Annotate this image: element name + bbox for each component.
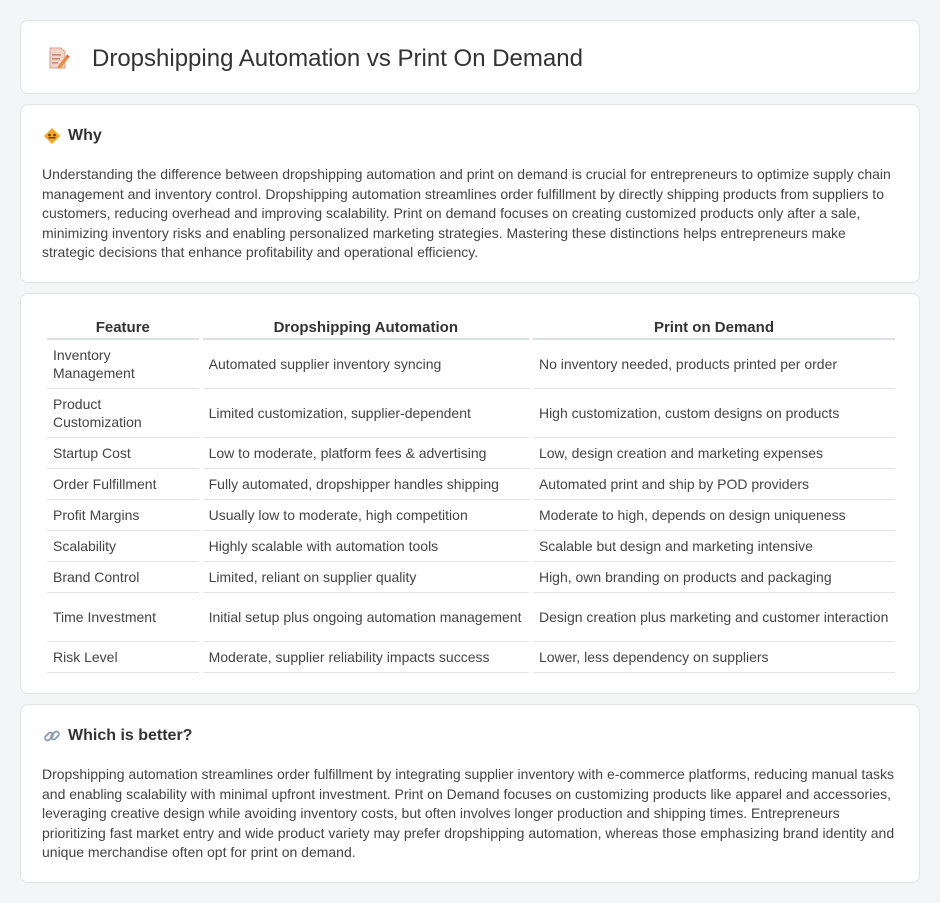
- table-row: [47, 340, 895, 389]
- pod-cell: Lower, less dependency on suppliers: [533, 642, 895, 673]
- feature-cell: Brand Control: [47, 562, 199, 593]
- pod-cell: Automated print and ship by POD providers: [533, 469, 895, 500]
- dropshipping-cell: Low to moderate, platform fees & advertising: [203, 438, 529, 469]
- why-body: Understanding the difference between dropshipping automation and print on demand is crucial for entrepreneurs to optimize supply chain management and inventory control. Dropshipping automation streamlines order fulfillment by directly shipping products from suppliers to customers, reducing overhead and improving scalability. Print on demand focuses on creating customized products only after a sale, minimizing inventory risks and enabling personalized marketing strategies. Mastering these distinctions helps entrepreneurs make strategic decisions that enhance profitability and operational efficiency.: [42, 166, 891, 260]
- feature-cell: Scalability: [47, 531, 199, 562]
- table-row: [47, 438, 895, 469]
- table-row: [47, 469, 895, 500]
- feature-cell: Order Fulfillment: [47, 469, 199, 500]
- table-row: [47, 642, 895, 673]
- comparison-card: [20, 293, 920, 694]
- pod-cell: High, own branding on products and packaging: [533, 562, 895, 593]
- feature-cell: Time Investment: [47, 593, 199, 642]
- pod-cell: Low, design creation and marketing expenses: [533, 438, 895, 469]
- feature-cell: Product Customization: [47, 389, 199, 438]
- header-card: [20, 20, 920, 94]
- pod-cell: Moderate to high, depends on design uniqueness: [533, 500, 895, 531]
- which-better-card: [20, 704, 920, 883]
- table-row: [47, 500, 895, 531]
- header-feature: Feature: [47, 316, 199, 340]
- feature-cell: Risk Level: [47, 642, 199, 673]
- feature-cell: Startup Cost: [47, 438, 199, 469]
- feature-cell: Profit Margins: [47, 500, 199, 531]
- comparison-table: [43, 316, 899, 673]
- better-title: Which is better?: [68, 727, 193, 744]
- header-pod: Print on Demand: [533, 316, 895, 340]
- diamond-sign-icon: [43, 127, 61, 145]
- pod-cell: No inventory needed, products printed per order: [533, 340, 895, 389]
- why-title: Why: [68, 127, 102, 144]
- dropshipping-cell: Limited customization, supplier-dependent: [203, 389, 529, 438]
- dropshipping-cell: Automated supplier inventory syncing: [203, 340, 529, 389]
- pod-cell: Design creation plus marketing and customer interaction: [533, 593, 895, 642]
- pod-cell: High customization, custom designs on products: [533, 389, 895, 438]
- better-heading: [43, 727, 192, 745]
- table-row: [47, 593, 895, 642]
- dropshipping-cell: Fully automated, dropshipper handles shipping: [203, 469, 529, 500]
- table-row: [47, 531, 895, 562]
- link-icon: [43, 727, 61, 745]
- better-body: Dropshipping automation streamlines order fulfillment by integrating supplier inventory with e-commerce platforms, reducing manual tasks and enabling scalability with minimal upfront investment. Print on Demand focuses on customizing products like apparel and accessories, leveraging creative design while avoiding inventory costs, but often involves longer production and shipping times. Entrepreneurs prioritizing fast market entry and wide product variety may prefer dropshipping automation, whereas those emphasizing brand identity and unique merchandise often opt for print on demand.: [42, 766, 895, 860]
- dropshipping-cell: Moderate, supplier reliability impacts success: [203, 642, 529, 673]
- page-title: Dropshipping Automation vs Print On Demand: [92, 45, 583, 72]
- table-row: [47, 562, 895, 593]
- document-pencil-icon: [47, 46, 69, 70]
- pod-cell: Scalable but design and marketing intensive: [533, 531, 895, 562]
- dropshipping-cell: Initial setup plus ongoing automation management: [203, 593, 529, 642]
- why-card: [20, 104, 920, 283]
- dropshipping-cell: Limited, reliant on supplier quality: [203, 562, 529, 593]
- why-heading: [43, 127, 102, 145]
- table-header-row: [47, 316, 895, 340]
- header-dropshipping: Dropshipping Automation: [203, 316, 529, 340]
- feature-cell: Inventory Management: [47, 340, 199, 389]
- dropshipping-cell: Usually low to moderate, high competition: [203, 500, 529, 531]
- table-row: [47, 389, 895, 438]
- dropshipping-cell: Highly scalable with automation tools: [203, 531, 529, 562]
